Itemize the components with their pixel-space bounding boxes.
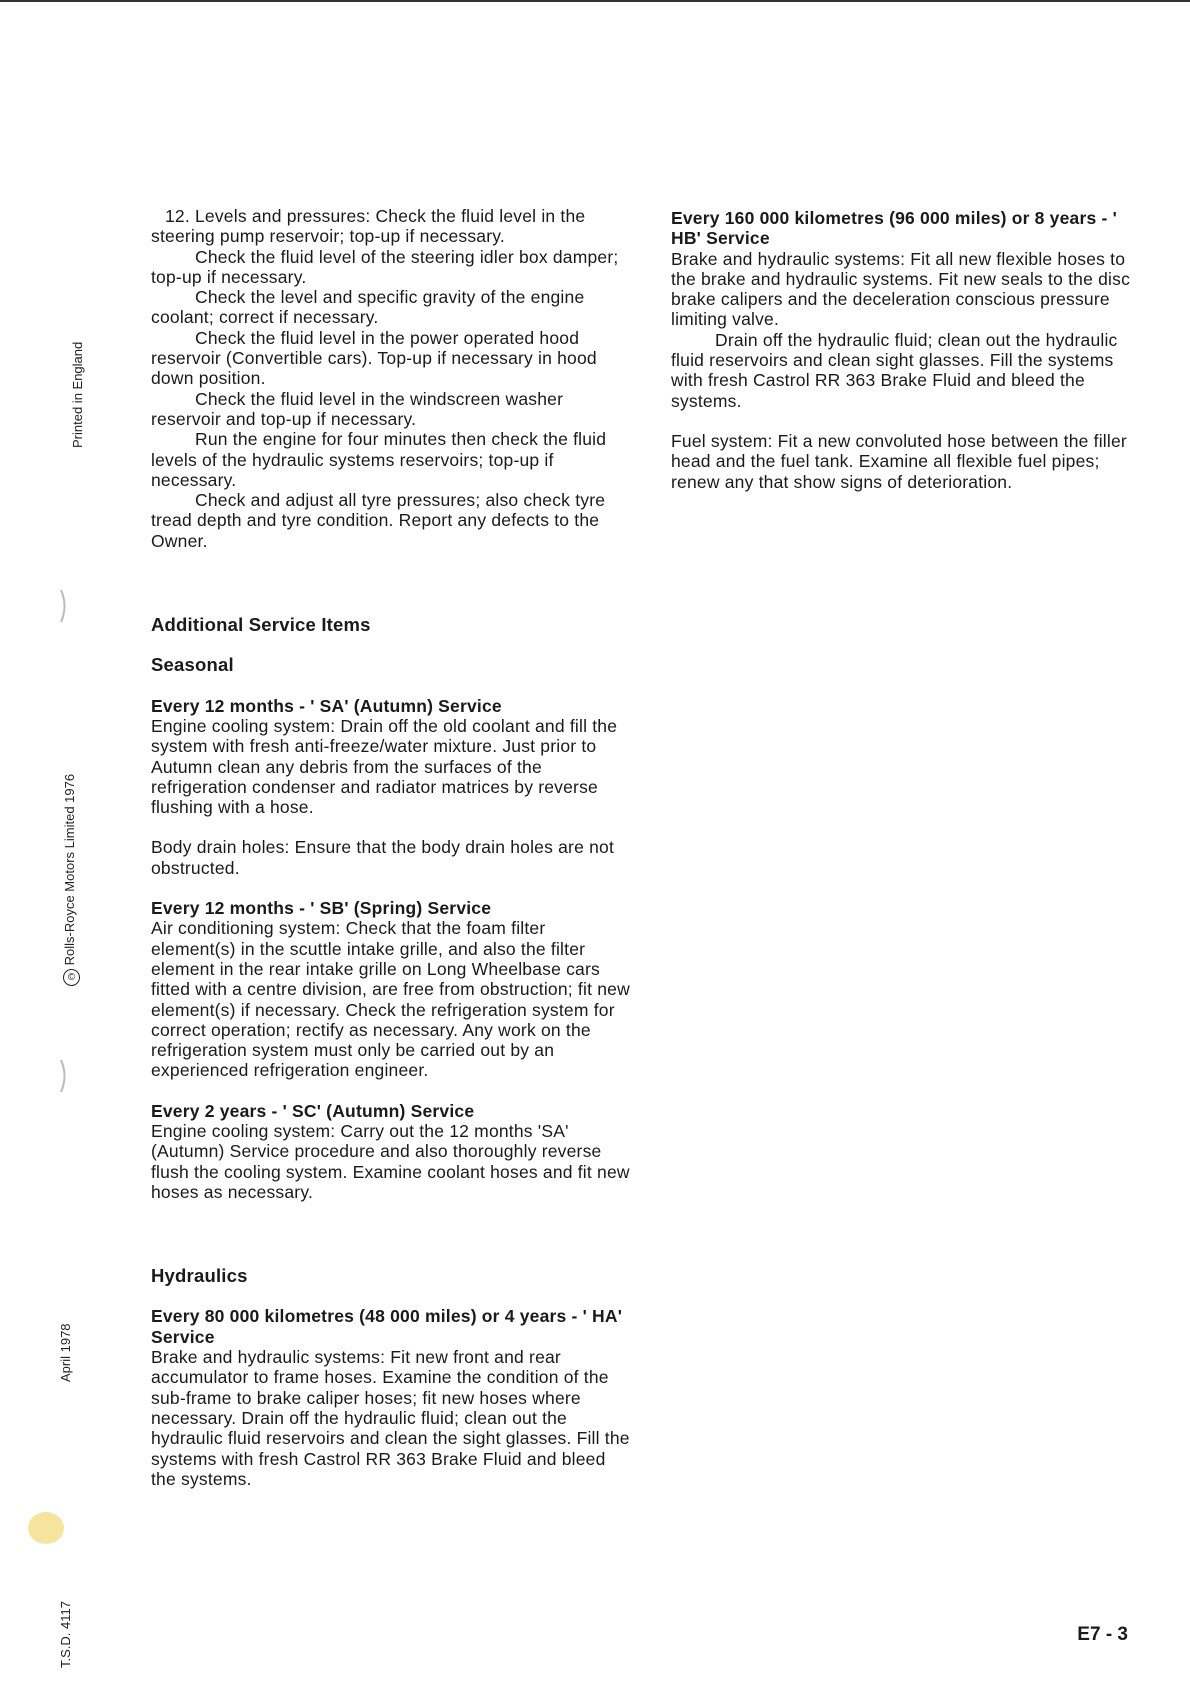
page-number: E7 - 3 [1077,1624,1128,1645]
sb-title: Every 12 months - ' SB' (Spring) Service [151,898,492,919]
margin-printed: Printed in England [70,341,85,448]
ha-title: Every 80 000 kilometres (48 000 miles) or 4 years - ' HA' Service [151,1306,623,1347]
margin-date: April 1978 [58,1323,73,1382]
sb-body: Air conditioning system: Check that the foam filter element(s) in the scuttle intake grille, and also the filter element in the rear intake grille on Long Wheelbase cars fitted with a centre division, are free from obstruction; fit new element(s) if necessary. Check the refrigeration system for correct operation; rectify as necessary. Any work on the refrigeration system must only be carried out by an experienced refrigeration engineer. [151,918,630,1081]
additional-heading: Additional Service Items [151,614,371,636]
punch-hole-arc-top [58,588,70,624]
levels-para-4: Check the fluid level in the power operated hood reservoir (Convertible cars). Top-up if necessary in hood down position. [151,327,597,389]
sc-body: Engine cooling system: Carry out the 12 months 'SA' (Autumn) Service procedure and also thoroughly reverse flush the cooling system. Examine coolant hoses and fit new hoses as necessary. [151,1120,630,1202]
sa-body: Engine cooling system: Drain off the old coolant and fill the system with fresh anti-freeze/water mixture. Just prior to Autumn clean any debris from the surfaces of the refrigeration condenser and radiator matrices by reverse flushing with a hose. [151,715,618,818]
levels-para-7: Check and adjust all tyre pressures; also check tyre tread depth and tyre condition. Report any defects to the Owner. [151,490,606,551]
copyright-icon: © [63,969,80,986]
hb-body: Brake and hydraulic systems: Fit all new flexible hoses to the brake and hydraulic systems. Fit new seals to the disc brake calipers and the deceleration conscious pressure limiting valve. [671,248,1131,330]
sa-body-drain: Body drain holes: Ensure that the body drain holes are not obstructed. [151,837,615,878]
levels-para-6: Run the engine for four minutes then check the fluid levels of the hydraulic systems reservoirs; top-up if necessary. [151,429,607,490]
levels-para-5: Check the fluid level in the windscreen washer reservoir and top-up if necessary. [151,388,564,429]
ha-body: Brake and hydraulic systems: Fit new front and rear accumulator to frame hoses. Examine the condition of the sub-frame to brake caliper hoses; fit new hoses where necessary. Drain off the hydraulic fluid; clean out the hydraulic fluid reservoirs and clean the sight glasses. Fill the systems with fresh Castrol RR 363 Brake Fluid and bleed the systems. [151,1347,630,1489]
hb-body-drain: Drain off the hydraulic fluid; clean out the hydraulic fluid reservoirs and clean sight glasses. Fill the systems with fresh Castrol RR 363 Brake Fluid and bleed the systems. [671,329,1118,411]
sc-title: Every 2 years - ' SC' (Autumn) Service [151,1100,475,1121]
margin-copyright [62,774,80,992]
fuel-body: Fuel system: Fit a new convoluted hose between the filler head and the fuel tank. Examine all flexible fuel pipes; renew any that show signs of deterioration. [671,430,1127,492]
levels-para-3: Check the level and specific gravity of the engine coolant; correct if necessary. [151,287,585,328]
left-column [151,206,631,1489]
right-column [671,208,1136,492]
punch-hole-arc-bottom [58,1058,70,1094]
hb-title: Every 160 000 kilometres (96 000 miles) or 8 years - ' HB' Service [671,208,1117,249]
seasonal-heading: Seasonal [151,654,234,676]
sa-title: Every 12 months - ' SA' (Autumn) Service [151,695,502,716]
margin-copyright-text: Rolls-Royce Motors Limited 1976 [62,773,77,966]
levels-para-1: 12. Levels and pressures: Check the fluid level in the steering pump reservoir; top-up if necessary. [151,206,586,247]
levels-para-2: Check the fluid level of the steering idler box damper; top-up if necessary. [151,246,619,287]
hydraulics-heading: Hydraulics [151,1265,248,1287]
margin-tsd: T.S.D. 4117 [58,1601,73,1668]
top-edge-line [0,0,1190,2]
yellow-stain-mark [24,1508,68,1548]
